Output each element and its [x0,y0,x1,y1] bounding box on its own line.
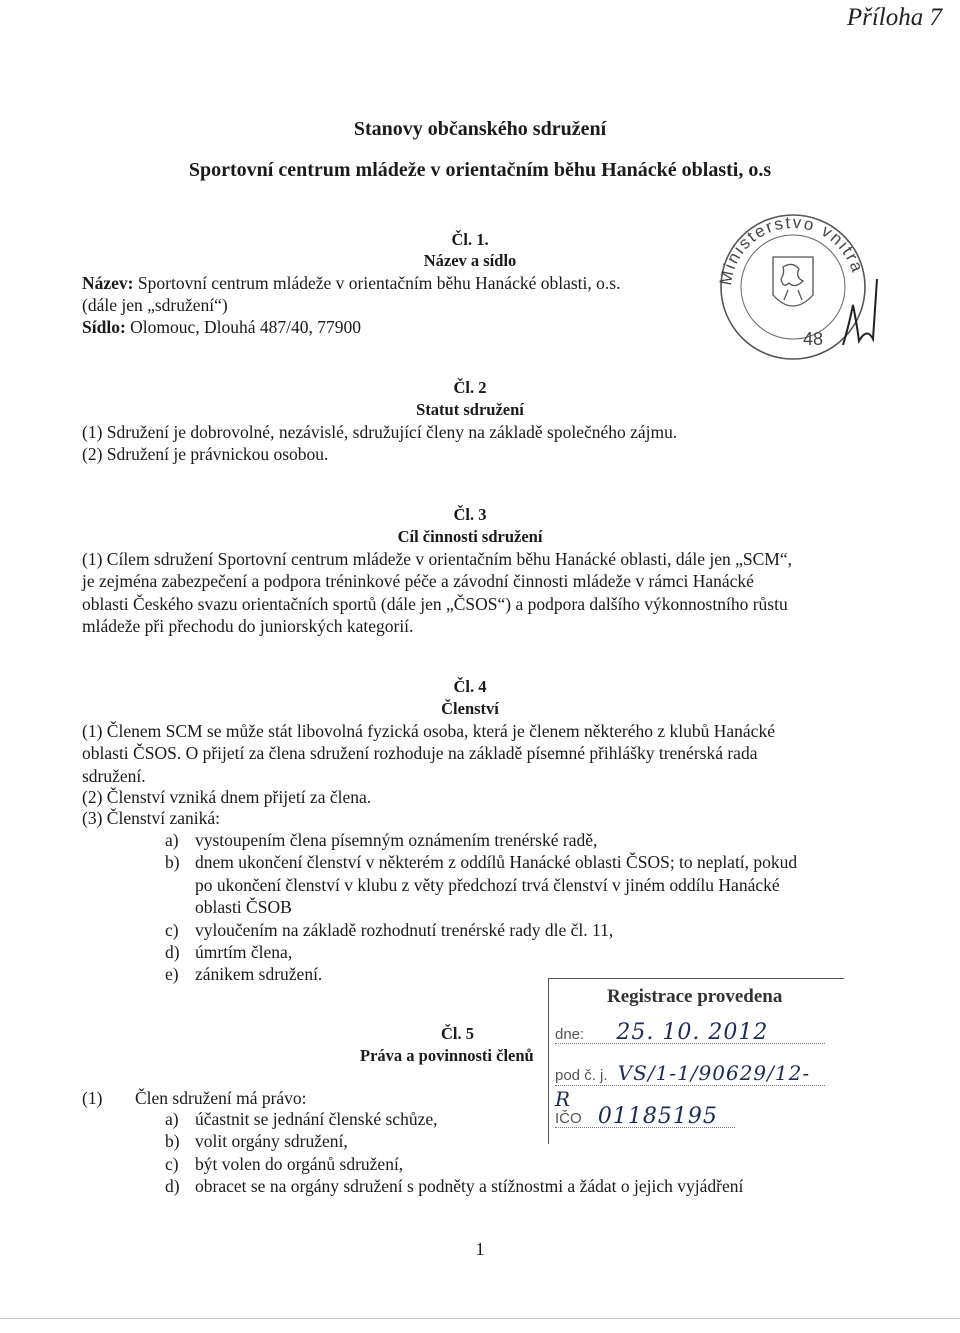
registration-ref-line [555,1061,825,1111]
list-item: d) obracet se na orgány sdružení s podněty a stížnostmi a žádat o jejich vyjádření [165,1176,744,1197]
list-item: e) zánikem sdružení. [165,964,323,985]
registration-title: Registrace provedena [607,986,783,1007]
list-item: b) dnem ukončení členství v některém z oddílů Hanácké oblasti ČSOS; to neplatí, pokud po ukončení členství v klubu z věty předchozí trvá členství v jiném oddílu Hanácké oblasti ČSOB [165,852,798,918]
czech-lion-emblem-icon [773,257,813,306]
art5-heading: Práva a povinnosti členů [360,1046,534,1065]
ministry-stamp [703,195,893,365]
art1-seat-value: Olomouc, Dlouhá 487/40, 77900 [125,317,362,337]
art3-heading: Cíl činnosti sdružení [397,527,543,546]
stamp-ring-text: Ministerstvo vnitra [715,212,868,287]
appendix-label: Příloha 7 [846,4,942,31]
art2-number: Čl. 2 [453,378,487,397]
art2-paragraph-1: (1) Sdružení je dobrovolné, nezávislé, sdružující členy na základě společného zájmu. [82,422,678,442]
art2-paragraph-2: (2) Sdružení je právnickou osobou. [82,444,329,464]
art5-lead: Člen sdružení má právo: [135,1088,307,1108]
art5-paragraph-number: (1) [82,1088,103,1108]
art2-heading: Statut sdružení [416,400,524,419]
page-number: 1 [475,1239,485,1259]
list-item: b) volit orgány sdružení, [165,1131,348,1152]
art1-alias: (dále jen „sdružení“) [82,295,228,315]
registration-ico-label: IČO [555,1110,582,1127]
art4-heading: Členství [441,699,499,718]
art1-number: Čl. 1. [451,230,489,249]
stamp-number: 48 [803,329,824,349]
art1-heading: Název a sídlo [423,251,517,270]
art1-name-value: Sportovní centrum mládeže v orientačním běhu Hanácké oblasti, o.s. [133,273,621,293]
list-item: c) vyloučením na základě rozhodnutí trenérské rady dle čl. 11, [165,919,614,940]
art3-number: Čl. 3 [453,505,487,524]
list-item: c) být volen do orgánů sdružení, [165,1153,404,1174]
registration-ico-value: 01185195 [597,1104,718,1129]
art1-name-label: Název: [82,273,134,293]
registration-date-value: 25. 10. 2012 [616,1020,769,1045]
art5-rights-list [165,1108,805,1198]
art5-number: Čl. 5 [441,1024,474,1043]
art4-paragraph-1: (1) Členem SCM se může stát libovolná fyzická osoba, která je členem některého z klubů Hanácké oblasti ČSOS. O přijetí za člena sdružení rozhoduje na základě písemné přihlášky trenérská rada sdružení. [82,721,775,786]
registration-date-label: dne: [555,1026,585,1043]
list-item: d) úmrtím člena, [165,941,293,962]
list-item: a) účastnit se jednání členské schůze, [165,1109,438,1129]
art4-paragraph-2: (2) Členství vzniká dnem přijetí za člena. [82,787,372,807]
scan-edge-divider [0,1318,960,1319]
ministry-stamp-seal [703,195,893,365]
list-item: a) vystoupením člena písemným oznámením trenérské radě, [165,830,598,850]
art4-termination-list [165,829,805,986]
registration-ref-value: VS/1-1/90629/12-R [555,1061,811,1111]
document-title: Stanovy občanského sdružení [353,118,607,140]
art4-paragraph-3: (3) Členství zaniká: [82,808,221,828]
art4-number: Čl. 4 [453,677,487,696]
document-subtitle: Sportovní centrum mládeže v orientačním běhu Hanácké oblasti, o.s [188,159,772,181]
registration-ref-label: pod č. j. [555,1067,608,1084]
svg-text:Ministerstvo vnitra [716,213,868,287]
art3-paragraph-1: (1) Cílem sdružení Sportovní centrum mládeže v orientačním běhu Hanácké oblasti, dále jen „SCM“, je zejména zabezpečení a podpora tréninkové péče a závodní činnosti mládeže v rámci Hanácké oblasti Českého svazu orientačních sportů (dále jen „ČSOS“) a podpora dalšího výkonnostního růstu mládeže při přechodu do juniorských kategorií. [82,549,792,637]
art1-seat-label: Sídlo: [82,317,126,337]
